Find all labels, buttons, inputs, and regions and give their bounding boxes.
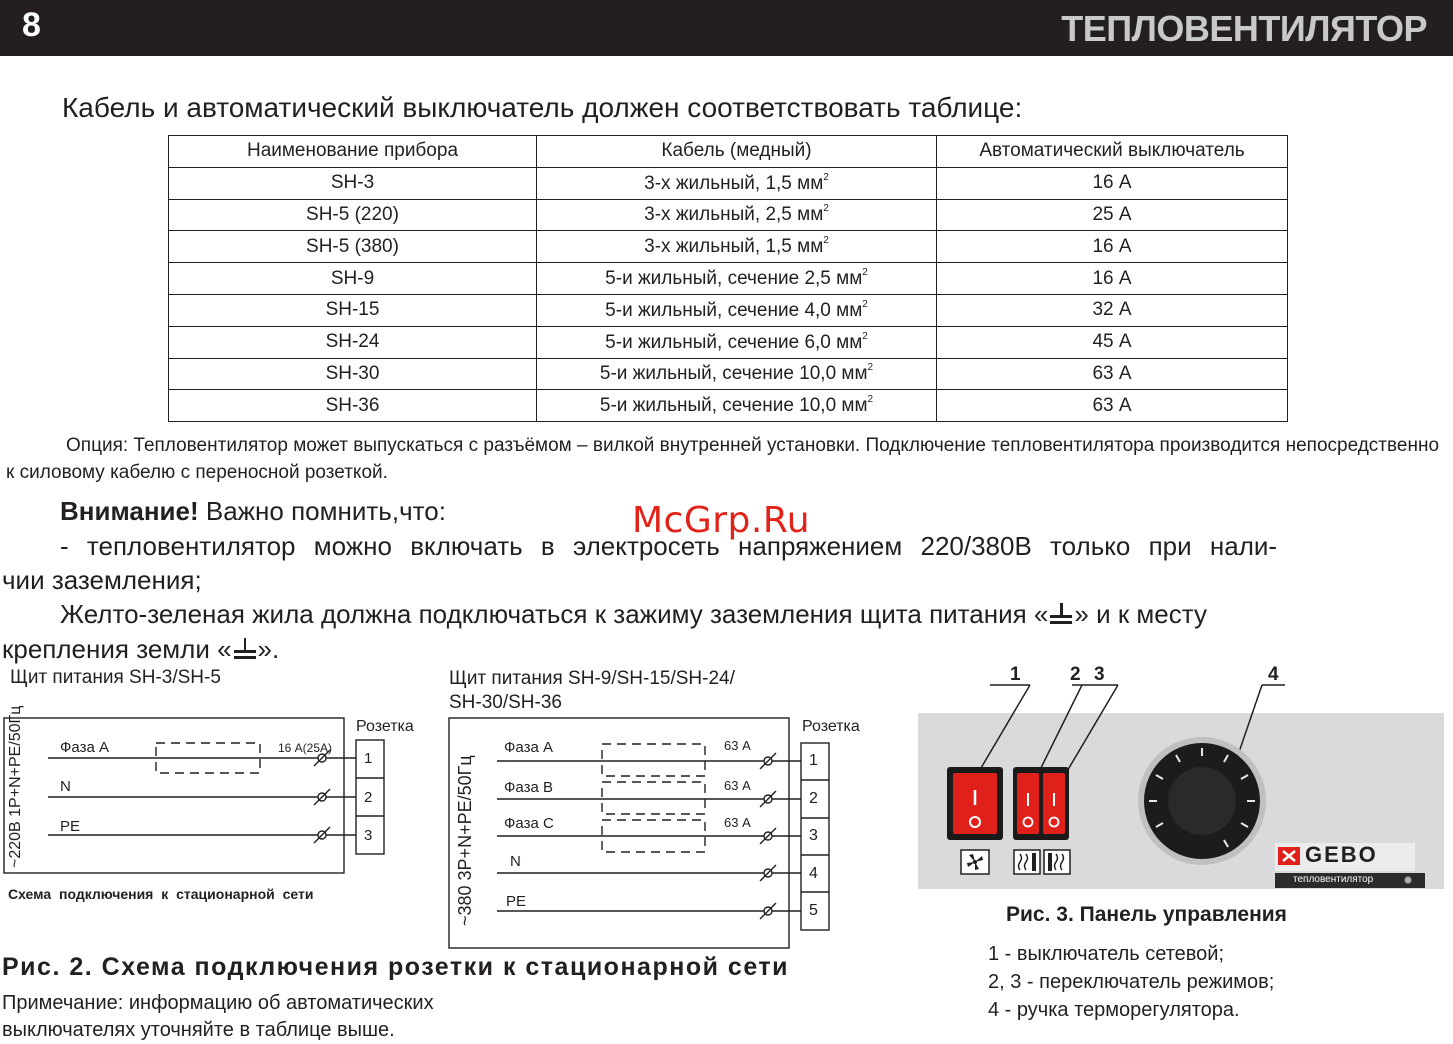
diagram1-socket-label: Розетка [356,718,414,735]
socket-pin: 1 [809,752,818,769]
breaker-cell: 63 А [937,358,1288,390]
table-intro: Кабель и автоматический выключатель должен соответствовать таблице: [62,92,1023,123]
diagram2-title: Щит питания SH-9/SH-15/SH-24/ SH-30/SH-36 [449,668,735,713]
phase-c-label: Фаза С [504,815,554,832]
brand-name: GEBO [1305,842,1378,867]
power-switch[interactable] [947,767,1003,840]
table-header-cell: Автоматический выключатель [937,136,1288,168]
model-cell: SH-3 [169,167,537,199]
table-header-cell: Кабель (медный) [537,136,937,168]
phase-a-label: Фаза А [60,739,109,756]
model-cell: SH-24 [169,326,537,358]
legend-item: 1 - выключатель сетевой; [988,943,1225,965]
pe-label: PE [506,893,527,910]
heater-high-icon [1044,850,1070,874]
callout-4: 4 [1268,664,1279,685]
attention-line: Желто-зеленая жила должна подключаться к зажиму заземления щита питания « » и к месту [60,599,1207,629]
breaker-rating: 63 А [724,778,751,793]
phase-b-label: Фаза В [504,779,553,796]
legend-item: 2, 3 - переключатель режимов; [988,971,1275,993]
socket-pin: 2 [364,789,373,806]
fan-icon [961,850,989,874]
socket-pin: 5 [809,902,818,919]
cable-cell: 3-х жильный, 1,5 $мм^2$ [537,167,937,199]
mode-switch[interactable] [1013,767,1069,840]
neutral-label: N [510,853,521,870]
breaker-rating: 63 А [724,738,751,753]
diagram1-caption: Схема подключения к стационарной сети [8,886,314,902]
model-cell: SH-5 (380) [169,231,537,263]
note-paragraph: Примечание: информацию об автоматических выключателях уточняйте в таблице выше. [2,992,434,1041]
phase-a-label: Фаза А [504,739,553,756]
fig3-caption: Рис. 3. Панель управления [1006,903,1287,926]
watermark: McGrp.Ru [632,500,811,541]
cable-cell: 5-и жильный, сечение 4,0 $мм^2$ [537,294,937,326]
callout-1: 1 [1010,664,1021,685]
cable-cell: 3-х жильный, 2,5 $мм^2$ [537,199,937,231]
breaker-cell: 16 А [937,263,1288,295]
model-cell: SH-5 (220) [169,199,537,231]
breaker-cell: 63 А [937,390,1288,422]
model-cell: SH-15 [169,294,537,326]
cable-cell: 5-и жильный, сечение 2,5 $мм^2$ [537,263,937,295]
diagram2-socket-label: Розетка [802,718,860,735]
socket-pin: 4 [809,865,818,882]
cable-cell: 5-и жильный, сечение 10,0 $мм^2$ [537,358,937,390]
attention-line: Внимание! Важно помнить,что: [60,496,446,526]
brand-subtitle: тепловентилятор [1293,874,1374,885]
legend-item: 4 - ручка терморегулятора. [988,999,1240,1021]
neutral-label: N [60,778,71,795]
breaker-cell: 25 А [937,199,1288,231]
page-number: 8 [22,6,41,44]
breaker-cell: 16 А [937,231,1288,263]
callout-2: 2 [1070,664,1081,685]
socket-pin: 3 [809,827,818,844]
fig3-legend [988,940,1274,1024]
callout-3: 3 [1094,664,1105,685]
cable-cell: 3-х жильный, 1,5 $мм^2$ [537,231,937,263]
cable-cell: 5-и жильный, сечение 10,0 $мм^2$ [537,390,937,422]
breaker-rating: 16 А(25А) [278,741,333,755]
diagram1-supply-label: ~220В 1P+N+PE/50Гц [7,705,24,868]
attention-line: - тепловентилятор можно включать в электросеть напряжением 220/380В только при нали- [60,531,1278,561]
socket-pin: 3 [364,827,373,844]
breaker-cell: 45 А [937,326,1288,358]
option-paragraph: Опция: Тепловентилятор может выпускаться с разъёмом – вилкой внутренней установки. Подключение тепловентилятора производится непосредственно к силовому кабелю с переносной розеткой. [6,435,1440,483]
model-cell: SH-9 [169,263,537,295]
attention-line: чии заземления; [2,565,202,595]
diagram1-title: Щит питания SH-3/SH-5 [10,667,221,688]
thermostat-knob[interactable] [1138,737,1266,865]
model-cell: SH-30 [169,358,537,390]
breaker-cell: 32 А [937,294,1288,326]
document-title: ТЕПЛОВЕНТИЛЯТОР [1061,8,1427,49]
socket-pin: 2 [809,790,818,807]
fig2-caption: Рис. 2. Схема подключения розетки к стационарной сети [2,953,790,981]
attention-label: Внимание! [60,496,199,526]
cable-cell: 5-и жильный, сечение 6,0 $мм^2$ [537,326,937,358]
breaker-cell: 16 А [937,167,1288,199]
diagram2-supply-label: ~380 3P+N+PE/50Гц [455,755,475,926]
socket-pin: 1 [364,750,373,767]
table-header-cell: Наименование прибора [169,136,537,168]
breaker-rating: 63 А [724,815,751,830]
model-cell: SH-36 [169,390,537,422]
attention-line: крепления земли « ». [2,634,280,664]
pe-label: PE [60,818,81,835]
heater-low-icon [1014,850,1040,874]
